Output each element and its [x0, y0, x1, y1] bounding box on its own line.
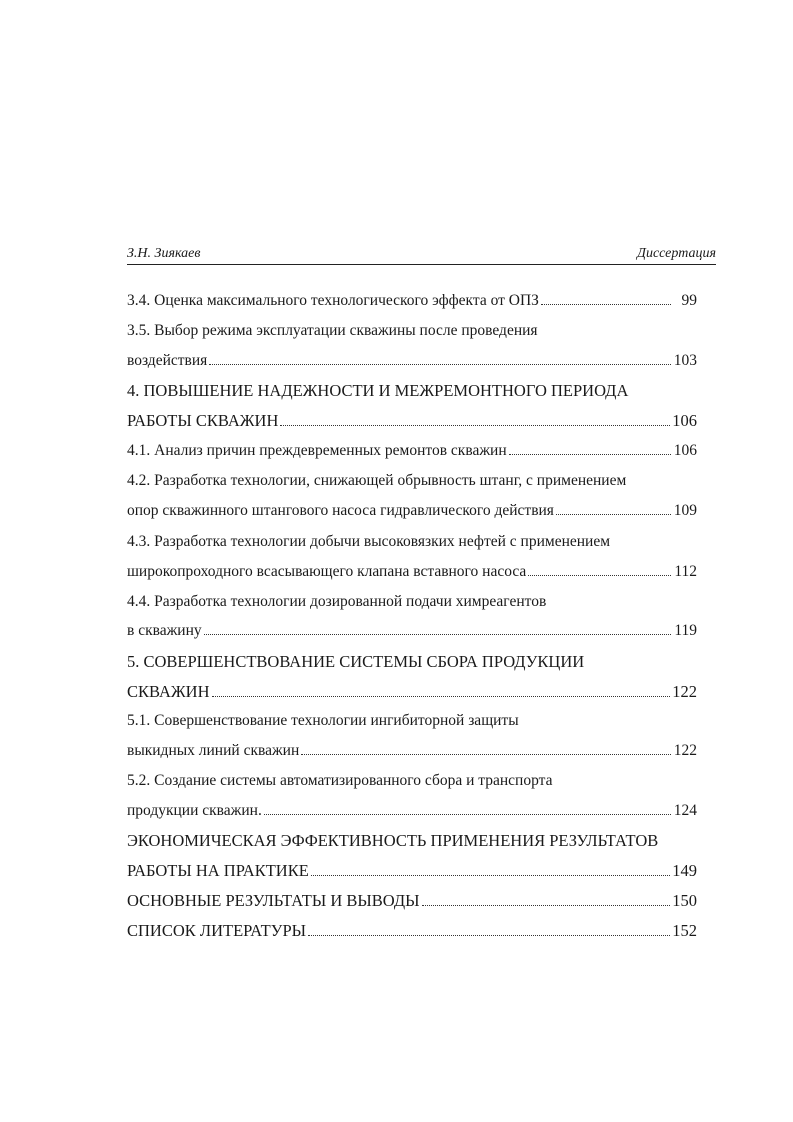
toc-entry[interactable] [127, 593, 697, 611]
header-author: З.Н. Зиякаев [127, 246, 201, 261]
toc-entry[interactable] [127, 831, 697, 851]
toc-entry[interactable] [127, 712, 697, 730]
toc-entry[interactable] [127, 352, 697, 370]
toc-entry-page: 106 [673, 442, 697, 459]
toc-entry-title: в скважину [127, 622, 202, 639]
toc-entry-title: выкидных линий скважин [127, 742, 300, 759]
toc-entry-page: 112 [674, 563, 697, 580]
toc-entry-page: 122 [672, 682, 697, 701]
toc-entry[interactable] [127, 442, 697, 460]
toc-entry-title: РАБОТЫ СКВАЖИН [127, 411, 279, 430]
toc-entry[interactable] [127, 742, 697, 760]
toc-entry-title: широкопроходного всасывающего клапана вставного насоса [127, 563, 527, 580]
toc-entry-title: 5.2. Создание системы автоматизированного сбора и транспорта [127, 772, 553, 789]
toc-entry-title: РАБОТЫ НА ПРАКТИКЕ [127, 861, 309, 880]
toc-entry[interactable] [127, 772, 697, 790]
toc-entry-title: 3.5. Выбор режима эксплуатации скважины после проведения [127, 322, 538, 339]
toc-entry-title: ОСНОВНЫЕ РЕЗУЛЬТАТЫ И ВЫВОДЫ [127, 891, 420, 910]
toc-entry[interactable] [127, 891, 697, 911]
toc-entry[interactable] [127, 322, 697, 340]
toc-entry-title: ЭКОНОМИЧЕСКАЯ ЭФФЕКТИВНОСТЬ ПРИМЕНЕНИЯ РЕЗУЛЬТАТОВ [127, 831, 659, 850]
toc-entry[interactable] [127, 861, 697, 881]
toc-entry-title: 5. СОВЕРШЕНСТВОВАНИЕ СИСТЕМЫ СБОРА ПРОДУКЦИИ [127, 652, 585, 671]
toc-entry-page: 106 [672, 411, 697, 430]
toc-entry-title: опор скважинного штангового насоса гидравлического действия [127, 502, 554, 519]
header-doc-type: Диссертация [637, 246, 716, 261]
toc-entry-title: 4.4. Разработка технологии дозированной подачи химреагентов [127, 593, 547, 610]
toc-entry[interactable] [127, 472, 697, 490]
toc-entry[interactable] [127, 533, 697, 551]
toc-entry[interactable] [127, 652, 697, 672]
toc-entry-page: 103 [673, 352, 697, 369]
toc-entry-page: 124 [673, 802, 697, 819]
toc-entry-title: 3.4. Оценка максимального технологического эффекта от ОПЗ [127, 292, 539, 309]
toc-entry[interactable] [127, 381, 697, 401]
toc-entry-page: 109 [673, 502, 697, 519]
toc-entry[interactable] [127, 921, 697, 941]
toc-entry-title: воздействия [127, 352, 208, 369]
toc-entry-page: 149 [672, 861, 697, 880]
toc-entry-title: 4.2. Разработка технологии, снижающей обрывность штанг, с применением [127, 472, 627, 489]
toc-entry-page: 99 [681, 292, 697, 309]
running-header [127, 246, 716, 265]
toc-entry[interactable] [127, 563, 697, 581]
toc-entry-title: продукции скважин. [127, 802, 262, 819]
toc-entry[interactable] [127, 411, 697, 431]
toc-entry-title: СКВАЖИН [127, 682, 210, 701]
toc-entry[interactable] [127, 502, 697, 520]
toc-entry[interactable] [127, 802, 697, 820]
toc-entry[interactable] [127, 682, 697, 702]
toc-entry-page: 150 [672, 891, 697, 910]
toc-entry-page: 152 [672, 921, 697, 940]
toc-entry-title: 4.3. Разработка технологии добычи высоковязких нефтей с применением [127, 533, 611, 550]
toc-entry-page: 119 [674, 622, 697, 639]
toc-entry-title: 5.1. Совершенствование технологии ингибиторной защиты [127, 712, 519, 729]
toc-entry-page: 122 [673, 742, 697, 759]
toc-entry[interactable] [127, 292, 697, 310]
toc-entry-title: 4.1. Анализ причин преждевременных ремонтов скважин [127, 442, 507, 459]
toc-entry-title: 4. ПОВЫШЕНИЕ НАДЕЖНОСТИ И МЕЖРЕМОНТНОГО ПЕРИОДА [127, 381, 629, 400]
toc-entry[interactable] [127, 622, 697, 640]
toc-entry-title: СПИСОК ЛИТЕРАТУРЫ [127, 921, 307, 940]
